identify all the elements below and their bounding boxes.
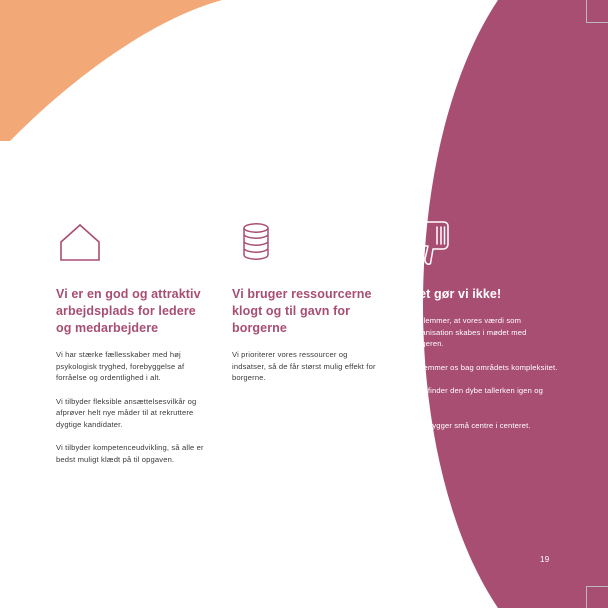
column-paragraph: Vi prioriterer vores ressourcer og indsatser, så de får størst mulig effekt for borgerne. [232,350,376,382]
peach-wedge-svg [0,0,222,141]
thumbs-down-icon [410,218,562,270]
content-column-resources [232,218,382,396]
column-paragraph: Vi glemmer, at vores værdi som organisation skabes i mødet med borgeren. [410,316,527,348]
house-outline-icon-svg [56,218,104,266]
page-number: 19 [540,555,550,564]
crop-mark-bottom [586,586,587,608]
crop-mark-top [586,0,587,22]
crop-mark-bottom-horizontal [586,586,608,587]
column-title: Vi er en god og attraktiv arbejdsplads for ledere og medarbejdere [56,287,201,335]
peach-decorative-shape [0,0,222,141]
content-column-what-we-dont-do [410,218,562,444]
column-paragraph: Vi opfinder den dybe tallerken igen og igen. [410,386,544,407]
column-paragraph: Vi tilbyder fleksible ansættelsesvilkår og afprøver helt nye måder til at rekruttere dygtige kandidater. [56,396,197,429]
thumbs-down-icon-svg [410,218,458,270]
column-paragraph: Vi gemmer os bag områdets kompleksitet. [410,362,558,372]
column-paragraph: Vi har stærke fællesskaber med høj psykologisk tryghed, forebyggelse af forråelse og ordentlighed i alt. [56,350,185,382]
house-outline-icon [56,218,206,270]
column-title: Det gør vi ikke! [410,287,502,301]
crop-mark-top-horizontal [586,22,608,23]
column-paragraph: Vi opbygger små centre i centeret. [410,421,531,430]
column-title: Vi bruger ressourcerne klogt og til gavn for borgerne [232,287,372,335]
coins-stack-icon-svg [232,218,280,266]
column-paragraph: Vi tilbyder kompetenceudvikling, så alle er bedst muligt klædt på til opgaven. [56,443,204,464]
coins-stack-icon [232,218,382,270]
content-column-workplace [56,218,206,477]
